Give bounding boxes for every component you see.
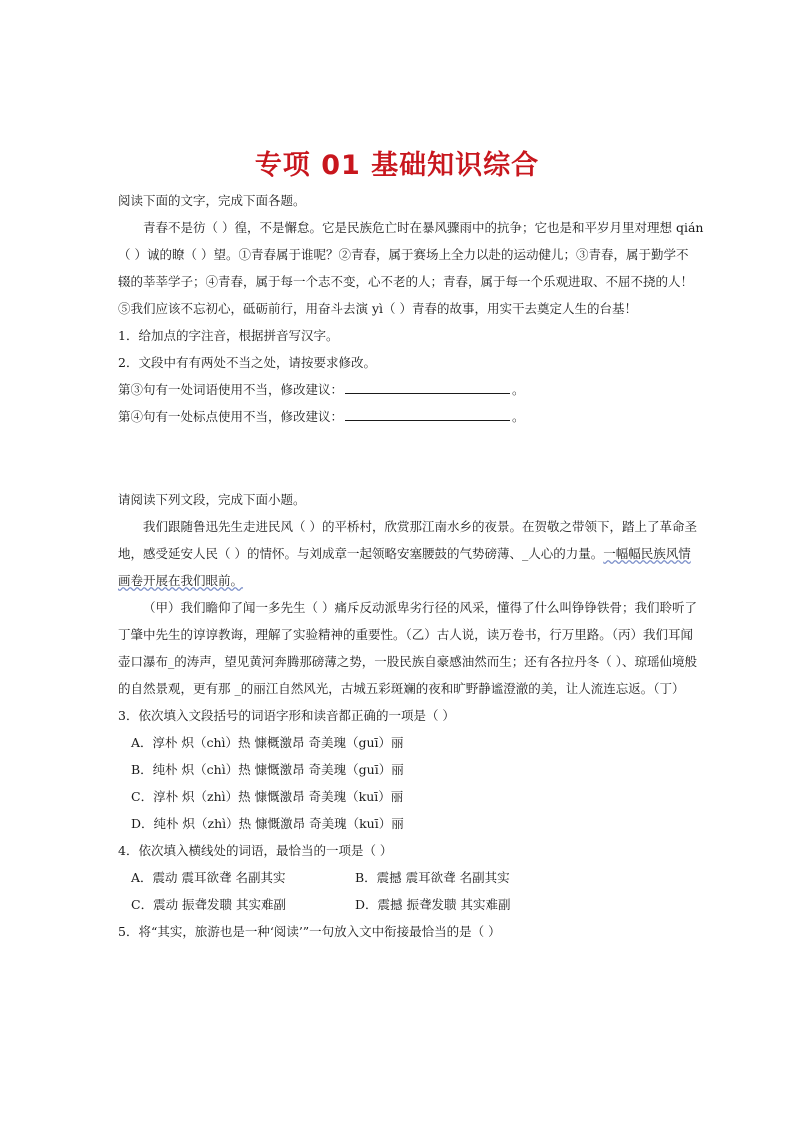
passage1-line: （ ）诚的瞭（ ）望。①青春属于谁呢？②青春，属于赛场上全力以赴的运动健儿；③青春，属于勤学不 [118,247,689,262]
passage2-line: 我们跟随鲁迅先生走进民风（ ）的平桥村，欣赏那江南水乡的夜景。在贺敬之带领下，踏上了革命圣 [143,519,697,534]
passage2-underlined-sentence-end: 画卷开展在我们眼前。 [118,573,244,588]
question-2b-suffix: 。 [512,409,525,424]
question-5: 5．将“其实，旅游也是一种‘阅读’”一句放入文中衔接最恰当的是（ ） [118,924,501,939]
answer-blank-2b[interactable] [345,409,510,421]
q4-option-b[interactable]: B．震撼 震耳欲聋 名副其实 [355,870,510,885]
question-2b-prefix: 第④句有一处标点使用不当，修改建议： [118,409,344,424]
question-4: 4．依次填入横线处的词语，最恰当的一项是（ ） [118,843,393,858]
passage1-line: 辍的莘莘学子；④青春，属于每一个志不变，心不老的人；青春，属于每一个乐观进取、不屈不挠的人！ [118,274,694,289]
question-2b [118,409,525,425]
question-2a-suffix: 。 [512,382,525,397]
passage1-line: 青春不是彷（ ）徨，不是懈怠。它是民族危亡时在暴风骤雨中的抗争；它也是和平岁月里对理想 qián [143,220,704,235]
passage2-line [118,573,243,589]
question-3: 3．依次填入文段括号的词语字形和读音都正确的一项是（ ） [118,708,455,723]
passage2-line-text: 地，感受延安人民（ ）的情怀。与刘成章一起领略安塞腰鼓的气势磅薄、_人心的力量。 [118,546,604,561]
section1-intro: 阅读下面的文字，完成下面各题。 [118,193,306,208]
question-2: 2．文段中有有两处不当之处，请按要求修改。 [118,355,376,370]
passage2-line: 的自然景观，更有那 _的丽江自然风光，古城五彩斑斓的夜和旷野静谧澄澈的美，让人流连忘返。（丁） [118,681,685,696]
passage2-underlined-sentence: 一幅幅民族风情 [603,546,691,561]
section2-intro: 请阅读下列文段，完成下面小题。 [118,492,306,507]
q3-option-a[interactable]: A．淳朴 炽（chì）热 慷概激昂 奇美瑰（guī）丽 [131,735,404,750]
passage2-line [118,546,691,562]
answer-blank-2a[interactable] [345,382,510,394]
question-2a [118,382,525,398]
q4-option-d[interactable]: D．震撼 振聋发聩 其实难副 [355,897,511,912]
q3-option-c[interactable]: C．淳朴 炽（zhì）热 慷慨激昂 奇美瑰（kuī）丽 [131,789,404,804]
q4-option-a[interactable]: A．震动 震耳欲聋 名副其实 [131,870,286,885]
page-title: 专项 01 基础知识综合 [254,150,540,181]
passage1-line: ⑤我们应该不忘初心，砥砺前行，用奋斗去演 yì（ ）青春的故事，用实干去奠定人生的台基！ [118,301,638,316]
q3-option-b[interactable]: B．纯朴 炽（chì）热 慷慨激昂 奇美瑰（guī）丽 [131,762,404,777]
q4-option-c[interactable]: C．震动 振聋发聩 其实难副 [131,897,287,912]
q3-option-d[interactable]: D．纯朴 炽（zhì）热 慷慨激昂 奇美瑰（kuī）丽 [131,816,404,831]
passage2-line: （甲）我们瞻仰了闻一多先生（ ）痛斥反动派卑劣行径的风采，懂得了什么叫铮铮铁骨；我们聆听了 [143,600,697,615]
question-1: 1．给加点的字注音，根据拼音写汉字。 [118,328,339,343]
passage2-line: 丁肇中先生的谆谆教诲，理解了实验精神的重要性。（乙）古人说，读万卷书，行万里路。（丙）我们耳闻 [118,627,694,642]
question-2a-prefix: 第③句有一处词语使用不当，修改建议： [118,382,344,397]
passage2-line: 壶口瀑布_的涛声，望见黄河奔腾那磅薄之势，一股民族自豪感油然而生；还有各拉丹冬（ ）、琼瑶仙境般 [118,654,697,669]
